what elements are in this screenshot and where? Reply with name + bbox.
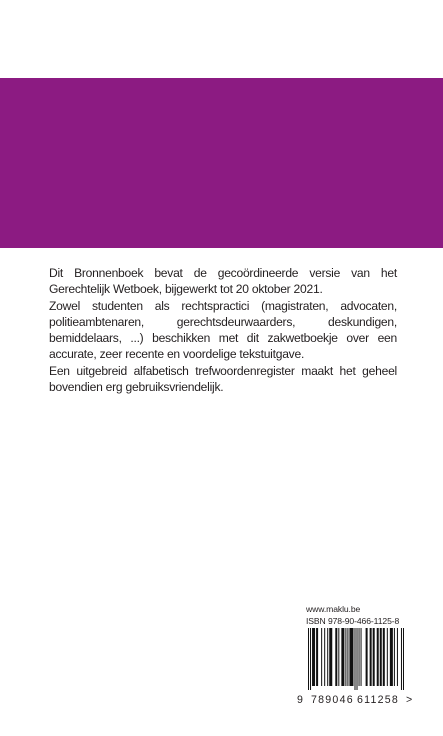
barcode-bar: [359, 628, 360, 686]
barcode-bar: [387, 628, 388, 686]
back-cover-blurb: [49, 265, 397, 395]
blurb-paragraph-3: Een uitgebreid alfabetisch trefwoordenregister maakt het geheel bovendien erg gebruiksvriendelijk.: [49, 363, 397, 395]
barcode-right-digits: 611258: [357, 694, 400, 706]
barcode-bar: [341, 628, 344, 686]
barcode-bar: [347, 628, 348, 686]
barcode-guard-bar: [310, 628, 311, 690]
barcode-bar: [324, 628, 325, 686]
barcode-bar: [329, 628, 332, 686]
barcode-bar: [373, 628, 375, 686]
barcode-guard-bar: [357, 628, 358, 690]
barcode-quiet-zone-mark: >: [406, 694, 413, 706]
barcode-bar: [366, 628, 368, 686]
barcode-bar: [394, 628, 395, 686]
barcode-bar: [335, 628, 337, 686]
barcode-bar: [383, 628, 385, 686]
barcode-bar: [345, 628, 346, 686]
barcode-bar: [316, 628, 318, 686]
ean-barcode: [308, 628, 404, 690]
barcode-bar: [377, 628, 379, 686]
barcode-bar: [312, 628, 315, 686]
barcode-bar: [361, 628, 362, 686]
isbn-number: ISBN 978-90-466-1125-8: [306, 616, 400, 626]
barcode-bar: [321, 628, 322, 686]
barcode-guard-bar: [354, 628, 355, 690]
barcode-bar: [327, 628, 328, 686]
barcode-guard-bar: [401, 628, 402, 690]
barcode-bar: [380, 628, 382, 686]
barcode-lead-digit: 9: [297, 694, 303, 706]
barcode-bar: [397, 628, 398, 686]
barcode-bar: [370, 628, 372, 686]
cover-color-band: [0, 78, 443, 248]
barcode-bar: [349, 628, 353, 686]
barcode-bar: [390, 628, 393, 686]
publisher-website: www.maklu.be: [306, 604, 361, 614]
blurb-paragraph-1: Dit Bronnenboek bevat de gecoördineerde versie van het Gerechtelijk Wetboek, bijgewerkt tot 20 oktober 2021.: [49, 266, 397, 297]
barcode-left-digits: 789046: [311, 694, 354, 706]
blurb-paragraph-2: Zowel studenten als rechtspractici (magistraten, advocaten, politieambtenaren, gerechtsdeurwaarders, deskundigen, bemiddelaars, ...) beschikken met dit zakwetboekje over een accurate, zeer recente en voordelige tekstuitgave.: [49, 298, 397, 362]
barcode-bars: [308, 628, 404, 690]
barcode-bar: [338, 628, 339, 686]
barcode-guard-bar: [403, 628, 404, 690]
barcode-guard-bar: [308, 628, 309, 690]
publisher-info: [306, 603, 399, 627]
